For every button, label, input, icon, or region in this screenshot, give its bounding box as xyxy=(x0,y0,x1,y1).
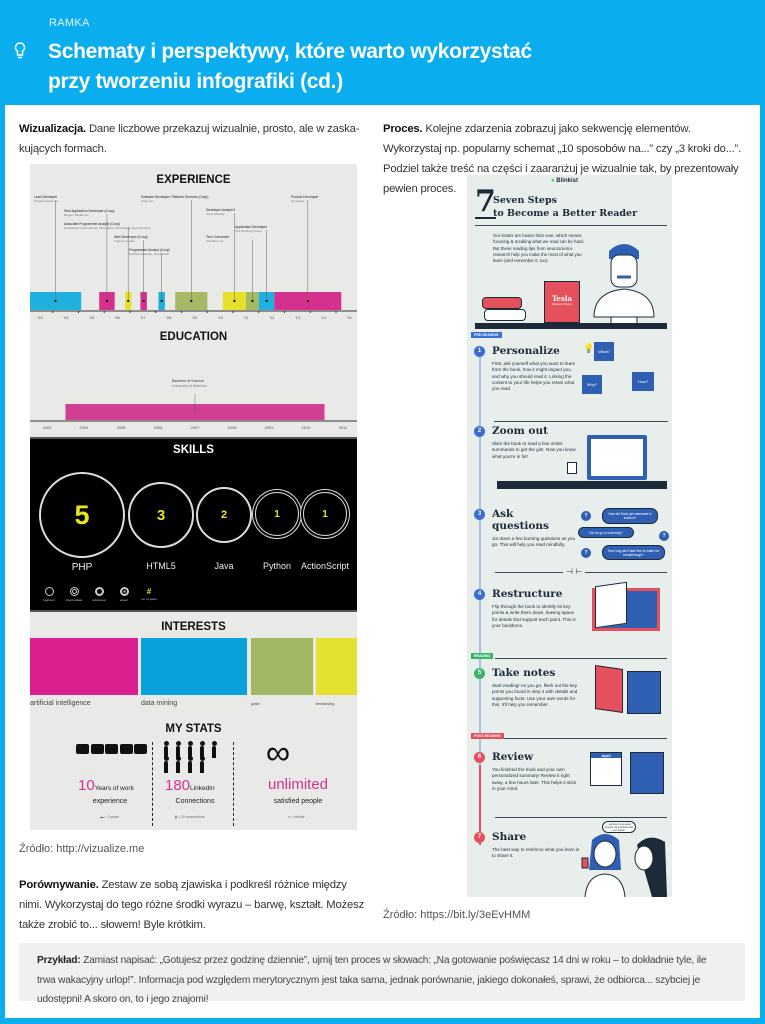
tag-post-reading: POST-READING xyxy=(471,733,504,739)
tick-label: '08 xyxy=(166,315,172,320)
sticky-note-how: How? xyxy=(632,372,654,391)
legend-intermediate: intermediate xyxy=(59,587,89,602)
step-number-badge: 4 xyxy=(474,589,485,600)
interest-block-guitar xyxy=(251,638,313,695)
step-number-badge: 7 xyxy=(474,832,485,843)
step-text: Flip through the book to identify its key points & write them down, leaving space for details that support each point. This is your backbone. xyxy=(492,604,576,628)
tick-label: '15 xyxy=(346,315,352,320)
shelf xyxy=(475,323,667,329)
education-title: EDUCATION xyxy=(159,331,228,343)
interest-label: guitar xyxy=(251,702,260,706)
source-left: Źródło: http://vizualize.me xyxy=(19,843,145,855)
book-stack xyxy=(482,297,522,309)
question-mark-icon: ? xyxy=(581,511,591,521)
desk xyxy=(497,481,667,489)
notebook-illustration xyxy=(595,665,623,713)
job-title: Software Developer, Platform Services (Coop) xyxy=(141,195,209,199)
step-number-badge: 5 xyxy=(474,668,485,679)
job-company: Virgo Inc. xyxy=(141,199,155,203)
legend-beginner: beginner xyxy=(34,587,64,602)
lightbulb-icon: 💡 xyxy=(583,343,595,353)
tag-pre-reading: PRE-READING xyxy=(471,332,502,338)
tick-label: 2009 xyxy=(264,425,274,430)
calendar-icon: April xyxy=(590,752,622,786)
tick-label: 2008 xyxy=(227,425,237,430)
resume-infographic xyxy=(30,164,357,830)
question-bubble: How did Tesla get interested in science? xyxy=(602,508,658,524)
job-company: Trapeze Media xyxy=(114,239,135,243)
tick-label: 2004 xyxy=(79,425,89,430)
step-title: Ask questions xyxy=(492,508,549,532)
stat-connections: 180LinkedIn xyxy=(165,777,215,794)
tag-reading: READING xyxy=(471,653,493,659)
stat-unlimited-key: ∞ = infinite xyxy=(288,815,305,819)
briefcase-icon xyxy=(105,744,118,754)
bar-dot xyxy=(54,300,56,302)
step-title: Restructure xyxy=(492,588,563,600)
process-paragraph: Proces. Kolejne zdarzenia zobrazuj jako sekwencję elementów. Wykorzystaj np. popularny schemat „10 sposobów na...” czy „3 kroki do...”. Podziel także treść na części i zaaranżuj je wizualnie tak, by prezentowały pewien proces. xyxy=(383,123,742,195)
tick-label: '13 xyxy=(294,315,301,320)
person-icon xyxy=(188,761,192,773)
job-title: Programmer Analyst (Coop) xyxy=(129,248,170,252)
question-mark-icon: ? xyxy=(659,531,669,541)
interest-block-treedancing xyxy=(316,638,357,695)
step-number-badge: 2 xyxy=(474,426,485,437)
step-number-badge: 6 xyxy=(474,752,485,763)
skill-label: Python xyxy=(262,561,292,571)
job-company: Vizualize.me xyxy=(206,239,224,243)
bar-dot xyxy=(251,300,253,302)
sticky-note-what: What? xyxy=(594,342,614,361)
step-title: Zoom out xyxy=(492,425,548,437)
interest-label: artificial intelligence xyxy=(30,700,91,707)
bar-dot xyxy=(127,300,129,302)
header-banner xyxy=(0,0,765,105)
tick-label: 2003 xyxy=(42,425,52,430)
tick-label: '09 xyxy=(191,315,198,320)
person-icon xyxy=(200,761,204,773)
stat-connections-key: ▮ = 20 connections xyxy=(175,815,205,819)
bar-dot xyxy=(143,300,145,302)
kicker: RAMKA xyxy=(49,17,90,29)
laptop-illustration xyxy=(587,435,647,480)
notes-illustration xyxy=(627,671,661,714)
stat-years: 10Years of work xyxy=(78,777,134,794)
person-icon xyxy=(212,746,216,758)
infographic-title: Seven Steps to Become a Better Reader xyxy=(493,195,638,219)
job-title: Associate Programmer Analyst (Coop) xyxy=(64,222,121,226)
interest-label: data mining xyxy=(141,700,178,707)
job-title: Web Application Developer (Coop) xyxy=(64,209,115,213)
tick-label: '04 xyxy=(63,315,69,320)
summary-illustration xyxy=(630,752,664,794)
job-title: Application Developer xyxy=(235,225,268,229)
step-title: Take notes xyxy=(492,667,556,679)
big-number: 7 xyxy=(475,184,496,219)
person-icon xyxy=(176,761,180,773)
tick-label: '10 xyxy=(217,315,223,320)
job-company: Rogers Media Inc. xyxy=(64,213,90,217)
briefcase-icon xyxy=(91,744,104,754)
stat-years-label: experience xyxy=(92,798,128,805)
education-label: Bachelor of Science University of Waterloo xyxy=(172,379,208,388)
skill-label: HTML5 xyxy=(146,561,176,571)
step-text: Start reading! As you go, flesh out the key points you found in step 4 with details and supporting facts. Use your own words for this; it'll help you remember. xyxy=(492,683,578,707)
tesla-book: Tesla Margaret Cheney xyxy=(544,281,580,323)
bar-dot xyxy=(161,300,163,302)
stat-unlimited: unlimited xyxy=(267,776,329,793)
step-number-badge: 1 xyxy=(474,346,485,357)
stat-unlimited-label: satisfied people xyxy=(273,798,323,805)
blinkist-logo: ● Blinkist xyxy=(551,178,578,184)
tick-label: '03 xyxy=(37,315,43,320)
divider xyxy=(152,742,153,826)
speech-bubble: ...perhaps the greatest inventor mind America has ever known. xyxy=(602,821,636,833)
tick-label: '11 xyxy=(243,315,249,320)
job-company: Scotiabank International, Information Technology and Solutions xyxy=(64,226,151,230)
briefcase-icon xyxy=(120,744,133,754)
interest-label: treedancing xyxy=(316,702,335,706)
job-title: Product Developer xyxy=(291,195,319,199)
legend-expert: expert xyxy=(109,587,139,602)
job-company: Synaspse xyxy=(291,199,305,203)
briefcase-icon xyxy=(134,744,147,754)
tesla-bust-illustration xyxy=(589,237,659,327)
bar-dot xyxy=(233,300,235,302)
interests-title: INTERESTS xyxy=(161,621,226,633)
step-text: First, ask yourself what you want to learn from the book, how it might impact you, and why you should read it. Linking the content to your life helps you retain what you read. xyxy=(492,361,576,392)
page-title: Schematy i perspektywy, które warto wykorzystać przy tworzeniu infografiki (cd.) xyxy=(48,40,532,93)
question-bubble: How long did it take him to make his breakthrough? xyxy=(602,545,665,560)
interest-block-data-mining xyxy=(141,638,247,695)
infinity-icon: ∞ xyxy=(265,734,291,772)
step-title: Personalize xyxy=(492,345,560,357)
tick-label: '12 xyxy=(269,315,275,320)
interest-block-ai xyxy=(30,638,138,695)
coffee-mug-icon xyxy=(567,462,577,474)
skill-circle-python: 1 xyxy=(255,492,299,536)
tick-label: 2010 xyxy=(301,425,311,430)
example-box: Przykład: Zamiast napisać: „Gotujesz przez godzinę dziennie”, ujmij ten proces w słowach: „Na gotowanie poświęcasz 14 dni w roku – to dokładnie tyle, ile trwa wakacyjny urlop!”. Informacja pod względem merytorycznym jest taka sama, jednak porównanie, jakiego dokonałeś, sprawi, że odbiorca... szybciej je udostępni! A skoro on, to i jego znajomi! xyxy=(19,943,745,1001)
tick-label: 2006 xyxy=(153,425,163,430)
tick-label: '05 xyxy=(88,315,95,320)
question-mark-icon: ? xyxy=(581,548,591,558)
step-text: The best way to reinforce what you learn is to share it. xyxy=(492,847,580,859)
legend-advanced: advanced xyxy=(84,587,114,602)
bar-dot xyxy=(190,300,192,302)
comparison-paragraph: Porównywanie. Zestaw ze sobą zjawiska i podkreśl różnice między nimi. Wykorzystaj do tego różne środki wyrazu – barwę, kształt. Możesz także zrobić to... słowem! Byle krótkim. xyxy=(19,879,365,931)
experience-timeline xyxy=(30,164,357,324)
visualization-paragraph: Wizualizacja. Dane liczbowe przekazuj wizualnie, prosto, ale w zaska-kujących formach. xyxy=(19,123,360,155)
step-title: Review xyxy=(492,751,534,763)
bar-dot xyxy=(106,300,108,302)
tick-label: '06 xyxy=(114,315,120,320)
skills-title: SKILLS xyxy=(173,444,214,456)
stat-connections-label: Connections xyxy=(175,798,215,805)
step-text: Skim the book or read a few online summaries to get the gist. Now you know what you're in for! xyxy=(492,441,576,459)
people-sharing-illustration xyxy=(577,830,667,897)
job-company: The Working Group xyxy=(235,229,262,233)
step-title: Share xyxy=(492,831,527,843)
bar-dot xyxy=(307,300,309,302)
blinkist-infographic xyxy=(467,175,672,897)
job-title: Tech Cofounder xyxy=(206,235,230,239)
plug-icon: ⊣ ⊢ xyxy=(563,567,585,576)
tick-label: 2011 xyxy=(338,425,348,430)
skill-label: ActionScript xyxy=(300,561,350,571)
question-bubble: Did he go to university? xyxy=(578,527,634,538)
job-title: Developer Analyst II xyxy=(206,208,236,212)
stat-years-key: ▬ = 2 years xyxy=(100,815,119,819)
job-company: Scotia Insurance, Scotiabank xyxy=(129,252,170,256)
stats-title: MY STATS xyxy=(165,723,222,735)
sticky-note-why: Why? xyxy=(582,375,602,394)
tick-label: '07 xyxy=(140,315,146,320)
tick-label: '14 xyxy=(320,315,326,320)
intro-text: Our brains are busier than ever, which means focusing & recalling what we read can be hard. But these reading tips from neuroscience research help you make the most of what you learn (and remember it, too). xyxy=(493,233,585,264)
job-title: Lead Developer xyxy=(34,195,58,199)
person-icon xyxy=(164,761,168,773)
job-title: Web Developer (Coop) xyxy=(114,235,148,239)
tick-label: 2005 xyxy=(116,425,126,430)
source-right: Źródło: https://bit.ly/3eEvHMM xyxy=(383,909,531,921)
skills-section xyxy=(30,437,357,612)
briefcase-icon xyxy=(76,744,89,754)
legend-years: # no. of years xyxy=(141,587,157,601)
step-text: You finished the book and your own personalized summary! Review it right away, a few hours later. This helps it stick in your mind. xyxy=(492,767,577,791)
skill-circle-actionscript: 1 xyxy=(303,492,347,536)
skill-circle-php: 5 xyxy=(39,472,125,558)
experience-title: EXPERIENCE xyxy=(156,174,231,186)
tick-label: 2007 xyxy=(190,425,200,430)
skill-label: Java xyxy=(214,561,234,571)
step-number-badge: 3 xyxy=(474,509,485,520)
divider xyxy=(233,742,234,826)
job-company: Telus Mobility xyxy=(206,212,225,216)
skill-circle-html5: 3 xyxy=(128,482,194,548)
skill-circle-java: 2 xyxy=(196,487,252,543)
step-text: Jot down a few burning questions as you go. This will help you read mindfully. xyxy=(492,536,575,548)
lightbulb-icon xyxy=(14,41,26,63)
skill-label: PHP xyxy=(71,562,93,573)
job-company: Propaneworks.ca xyxy=(34,199,58,203)
bar-dot xyxy=(266,300,268,302)
